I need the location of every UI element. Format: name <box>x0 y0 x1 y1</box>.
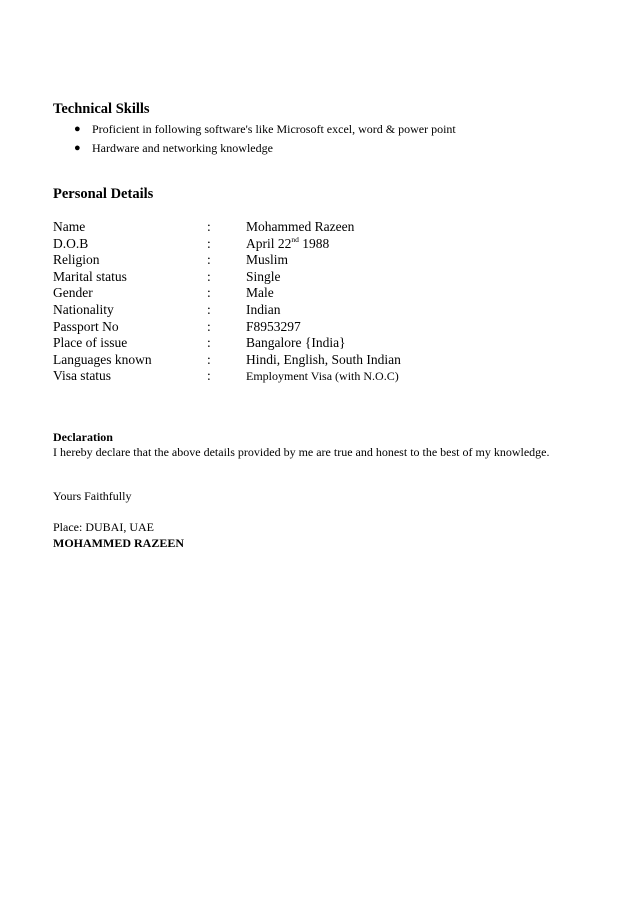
list-item: ● Hardware and networking knowledge <box>53 139 456 158</box>
bullet-icon: ● <box>74 142 81 154</box>
place-line: Place: DUBAI, UAE <box>53 520 154 534</box>
technical-skills-list <box>53 120 456 158</box>
closing-salutation: Yours Faithfully <box>53 489 132 503</box>
signature-name: MOHAMMED RAZEEN <box>53 536 184 550</box>
declaration-text: I hereby declare that the above details provided by me are true and honest to the best of my knowledge. <box>53 445 550 459</box>
declaration-heading: Declaration <box>53 430 113 444</box>
list-item: ● Proficient in following software's like Microsoft excel, word & power point <box>53 120 456 139</box>
bullet-icon: ● <box>74 123 81 135</box>
technical-skills-heading: Technical Skills <box>53 101 150 117</box>
resume-page: Technical Skills ● Proficient in following software's like Microsoft excel, word & power point ● Hardware and networking knowledge Personal Details Name : Mohammed Razeen D.O.B : April 22nd 1988 Religion : Muslim Marital status : Single Gender : Male Nationality : Indian Passport No : F8953297 Place of issue : Bangalore {India} Languages known : Hindi, English, South Indian Visa status : Employment Visa (with N.O.C) Declaration I hereby declare that the above details provided by me are true and honest to the best of my knowledge. Yours Faithfully Place: DUBAI, UAE MOHAMMED RAZEEN <box>53 101 550 550</box>
personal-details-heading: Personal Details <box>53 186 154 202</box>
